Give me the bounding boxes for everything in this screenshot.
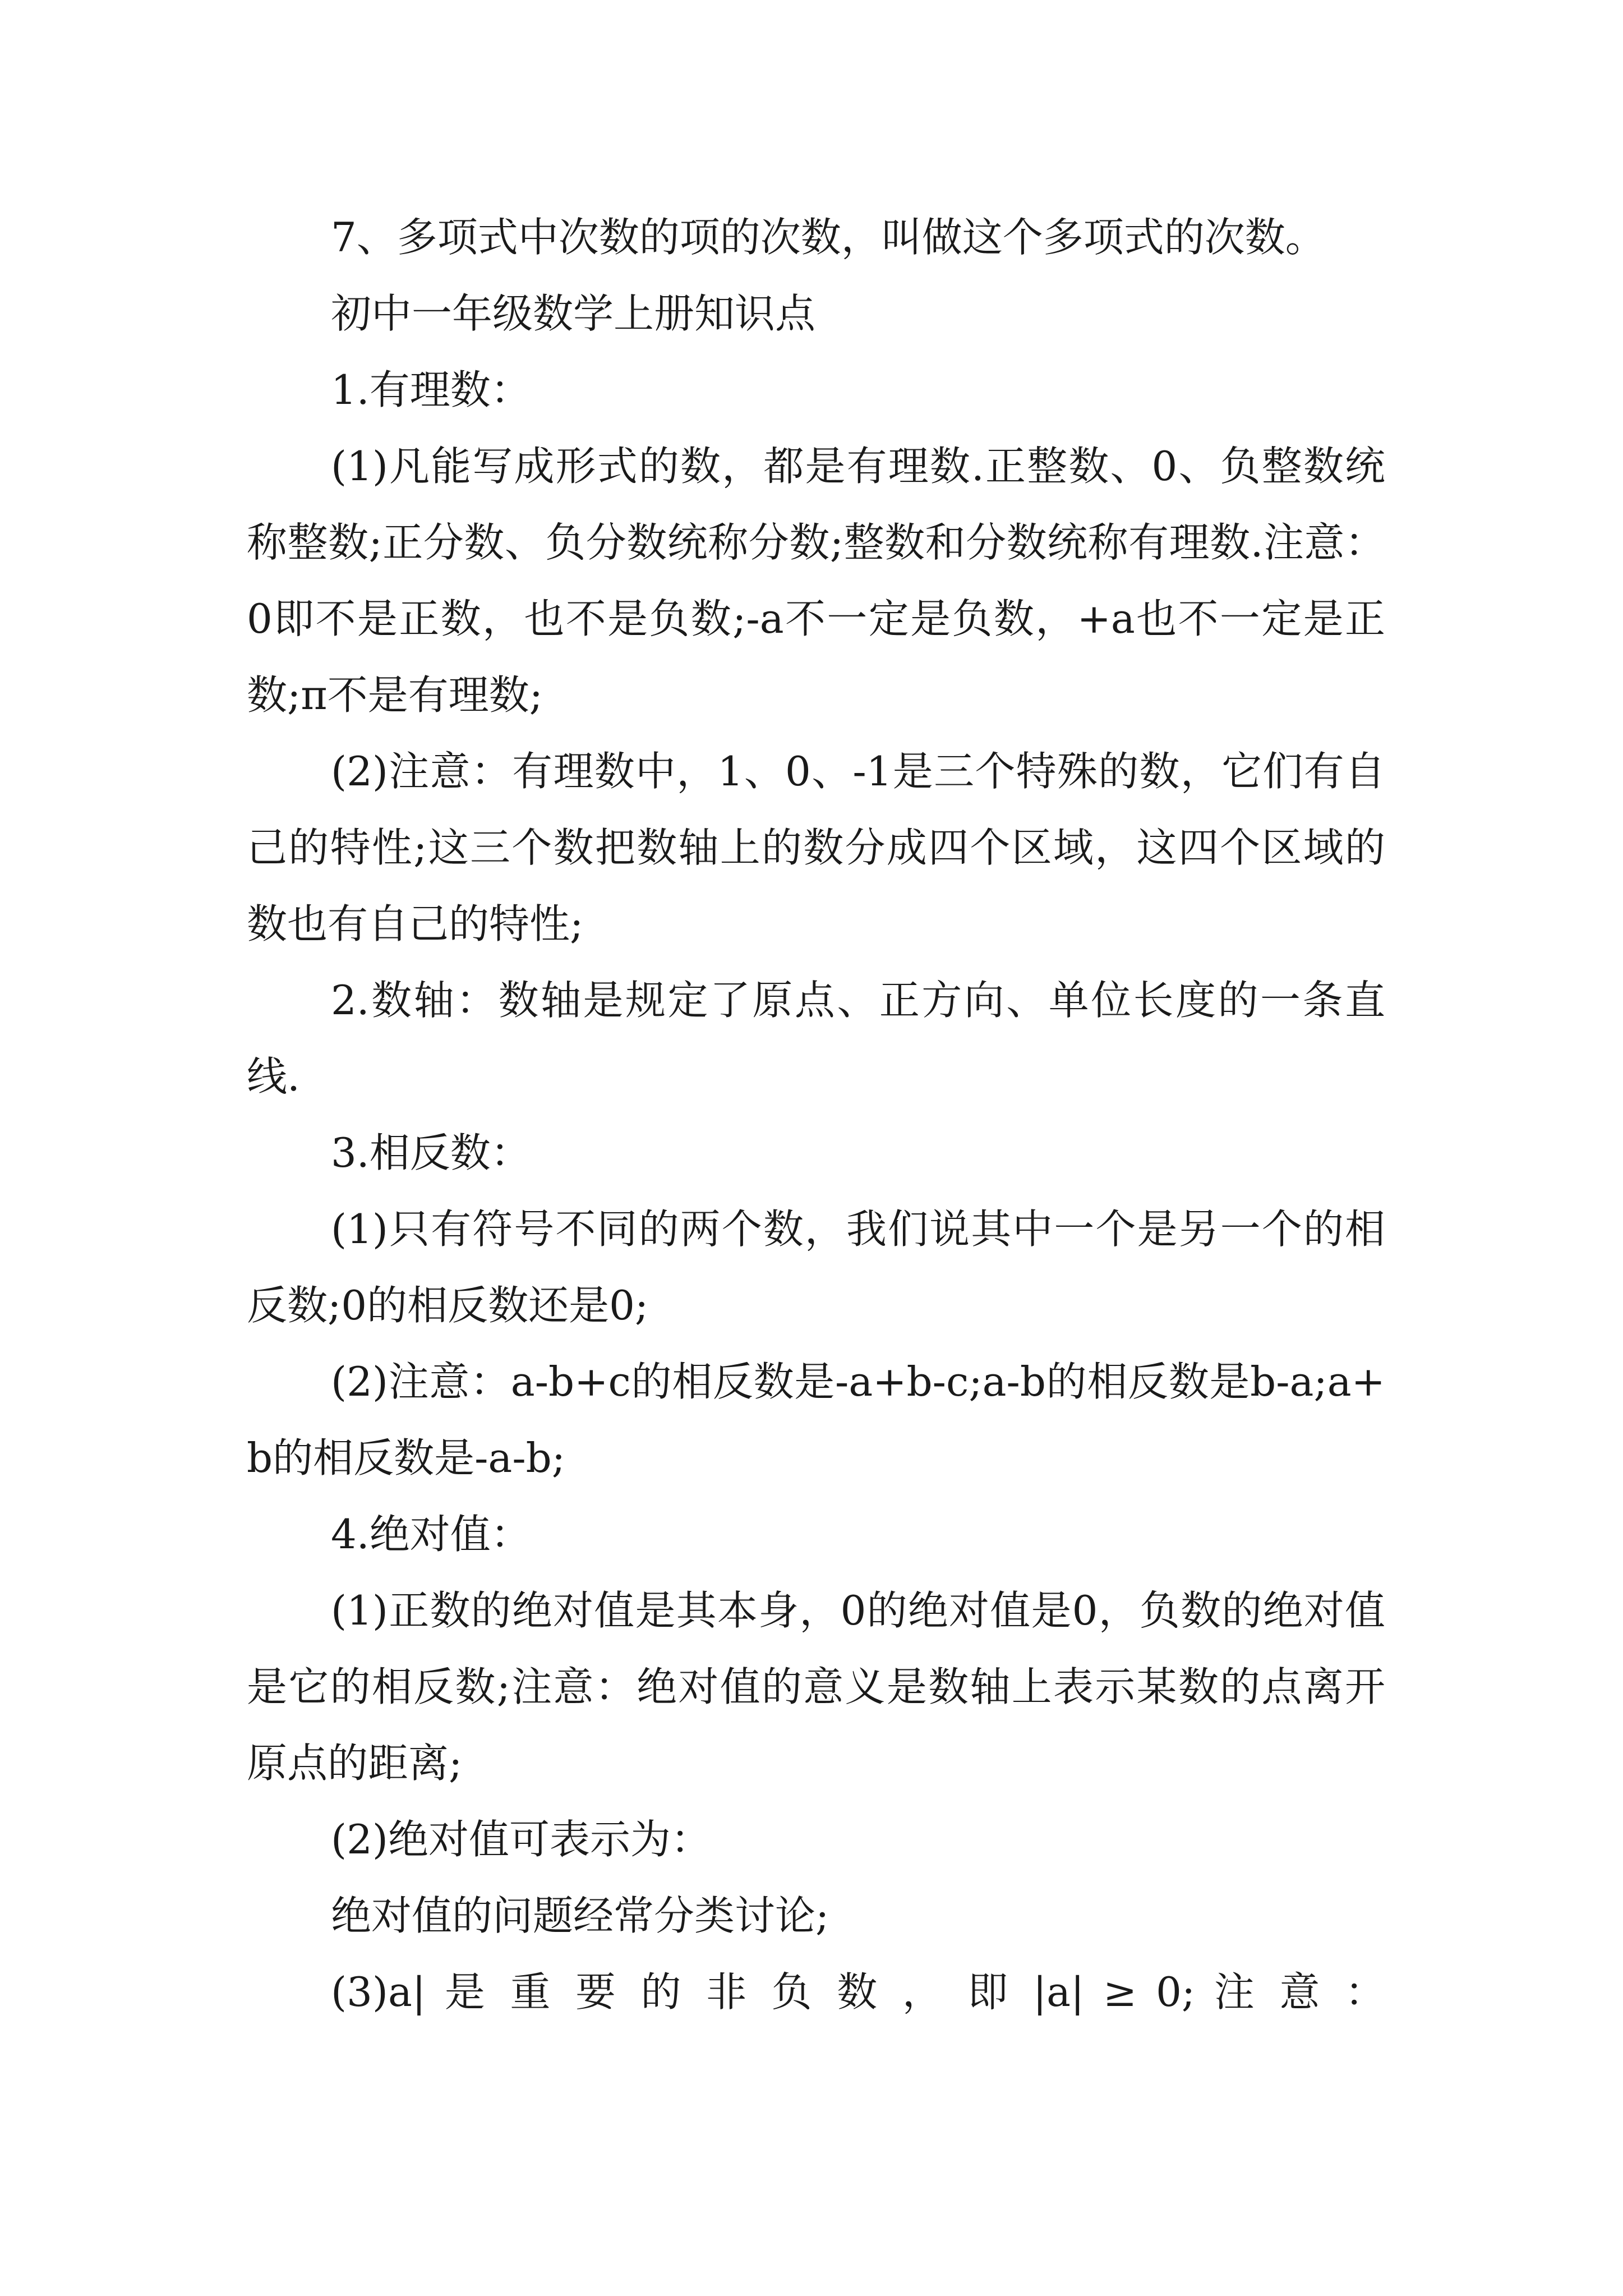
paragraph-absolute-heading: 4.绝对值：: [331, 1511, 531, 1558]
paragraph-opposite-heading: 3.相反数：: [331, 1129, 531, 1176]
section-heading: 初中一年级数学上册知识点: [331, 290, 816, 337]
paragraph-absolute-2: (2)绝对值可表示为：: [331, 1816, 711, 1863]
paragraph-1: 7、多项式中次数的项的次数，叫做这个多项式的次数。: [331, 214, 1326, 261]
paragraph-rational-1: (1)凡能写成形式的数，都是有理数.正整数、0、负整数统称整数;正分数、负分数统称分数;整数和分数统称有理数.注意：0即不是正数，也不是负数;-a不一定是负数，+a也不一定是正数;π不是有理数;: [247, 443, 1385, 719]
paragraph-absolute-1: (1)正数的绝对值是其本身，0的绝对值是0，负数的绝对值是它的相反数;注意：绝对值的意义是数轴上表示某数的点离开原点的距离;: [247, 1587, 1385, 1787]
paragraph-number-line: 2.数轴：数轴是规定了原点、正方向、单位长度的一条直线.: [247, 977, 1385, 1100]
paragraph-opposite-1: (1)只有符号不同的两个数，我们说其中一个是另一个的相反数;0的相反数还是0;: [247, 1205, 1385, 1329]
paragraph-opposite-2: (2)注意：a-b+c的相反数是-a+b-c;a-b的相反数是b-a;a+b的相反数是-a-b;: [247, 1358, 1385, 1481]
paragraph-absolute-note: 绝对值的问题经常分类讨论;: [331, 1892, 829, 1939]
paragraph-rational-heading: 1.有理数：: [331, 366, 531, 413]
paragraph-rational-2: (2)注意：有理数中，1、0、-1是三个特殊的数，它们有自己的特性;这三个数把数轴上的数分成四个区域，这四个区域的数也有自己的特性;: [247, 748, 1385, 947]
paragraph-absolute-3: (3)a| 是 重 要 的 非 负 数 ， 即 |a| ≥ 0; 注 意 ：: [331, 1968, 1385, 2016]
document-body: [247, 199, 1385, 2030]
